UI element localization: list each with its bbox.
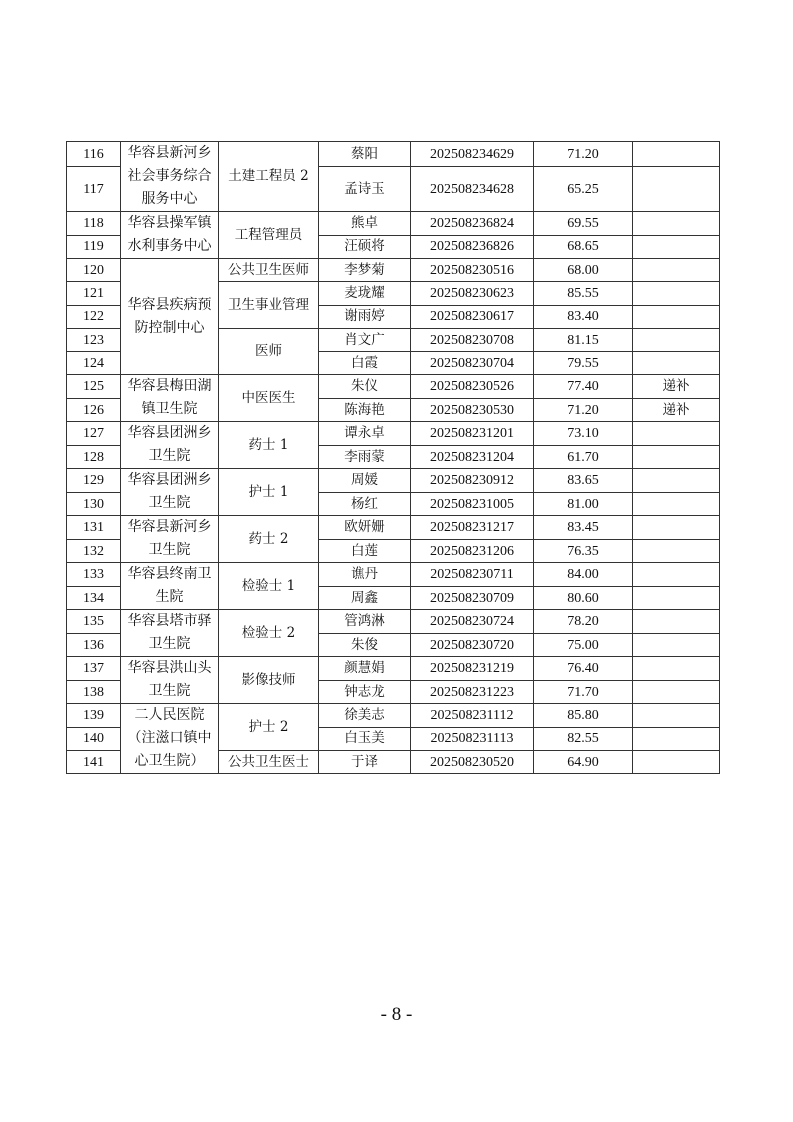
remark	[633, 704, 720, 727]
results-table	[66, 141, 720, 774]
row-number: 123	[67, 328, 121, 351]
candidate-name: 麦珑耀	[319, 282, 411, 305]
table-row	[67, 704, 720, 727]
candidate-name: 李梦菊	[319, 259, 411, 282]
exam-ticket-number: 202508231217	[411, 516, 534, 540]
table-row	[67, 610, 720, 634]
exam-ticket-number: 202508230912	[411, 469, 534, 493]
remark	[633, 586, 720, 610]
row-number: 116	[67, 142, 121, 167]
remark	[633, 235, 720, 259]
row-number: 129	[67, 469, 121, 493]
remark	[633, 352, 720, 375]
row-number: 141	[67, 751, 121, 774]
table-row	[67, 563, 720, 587]
remark: 递补	[633, 375, 720, 399]
table-row	[67, 422, 720, 446]
remark	[633, 282, 720, 305]
remark	[633, 212, 720, 236]
table-row	[67, 516, 720, 540]
total-score: 61.70	[534, 445, 633, 469]
exam-ticket-number: 202508230520	[411, 751, 534, 774]
exam-ticket-number: 202508236826	[411, 235, 534, 259]
total-score: 65.25	[534, 167, 633, 212]
candidate-name: 谯丹	[319, 563, 411, 587]
total-score: 64.90	[534, 751, 633, 774]
total-score: 85.55	[534, 282, 633, 305]
candidate-name: 谭永卓	[319, 422, 411, 446]
total-score: 82.55	[534, 727, 633, 750]
candidate-name: 蔡阳	[319, 142, 411, 167]
total-score: 71.20	[534, 142, 633, 167]
remark	[633, 657, 720, 681]
exam-ticket-number: 202508230704	[411, 352, 534, 375]
position-name: 卫生事业管理	[219, 282, 319, 329]
table-row	[67, 212, 720, 236]
exam-ticket-number: 202508230617	[411, 305, 534, 328]
employer-unit: 华容县团洲乡 卫生院	[121, 422, 219, 469]
table-row	[67, 375, 720, 399]
candidate-name: 陈海艳	[319, 398, 411, 422]
candidate-name: 周媛	[319, 469, 411, 493]
row-number: 120	[67, 259, 121, 282]
row-number: 128	[67, 445, 121, 469]
exam-ticket-number: 202508230708	[411, 328, 534, 351]
employer-unit: 华容县终南卫 生院	[121, 563, 219, 610]
table-row	[67, 142, 720, 167]
exam-ticket-number: 202508234629	[411, 142, 534, 167]
total-score: 79.55	[534, 352, 633, 375]
remark	[633, 633, 720, 657]
remark	[633, 492, 720, 516]
row-number: 133	[67, 563, 121, 587]
total-score: 78.20	[534, 610, 633, 634]
remark	[633, 751, 720, 774]
exam-ticket-number: 202508231005	[411, 492, 534, 516]
total-score: 76.40	[534, 657, 633, 681]
employer-unit: 华容县团洲乡 卫生院	[121, 469, 219, 516]
total-score: 69.55	[534, 212, 633, 236]
remark	[633, 563, 720, 587]
exam-ticket-number: 202508231204	[411, 445, 534, 469]
candidate-name: 朱俊	[319, 633, 411, 657]
row-number: 140	[67, 727, 121, 750]
exam-ticket-number: 202508231206	[411, 539, 534, 563]
total-score: 83.65	[534, 469, 633, 493]
employer-unit: 华容县新河乡 社会事务综合 服务中心	[121, 142, 219, 212]
row-number: 127	[67, 422, 121, 446]
remark	[633, 445, 720, 469]
position-name: 护士 2	[219, 704, 319, 751]
position-name: 影像技师	[219, 657, 319, 704]
employer-unit: 华容县塔市驿 卫生院	[121, 610, 219, 657]
total-score: 73.10	[534, 422, 633, 446]
candidate-name: 白玉美	[319, 727, 411, 750]
position-name: 公共卫生医师	[219, 259, 319, 282]
exam-ticket-number: 202508230711	[411, 563, 534, 587]
table-row	[67, 657, 720, 681]
total-score: 71.20	[534, 398, 633, 422]
exam-ticket-number: 202508236824	[411, 212, 534, 236]
remark	[633, 142, 720, 167]
total-score: 76.35	[534, 539, 633, 563]
candidate-name: 杨红	[319, 492, 411, 516]
position-name: 药士 1	[219, 422, 319, 469]
row-number: 136	[67, 633, 121, 657]
exam-ticket-number: 202508231219	[411, 657, 534, 681]
candidate-name: 钟志龙	[319, 680, 411, 704]
total-score: 84.00	[534, 563, 633, 587]
remark	[633, 259, 720, 282]
candidate-name: 白莲	[319, 539, 411, 563]
exam-ticket-number: 202508230720	[411, 633, 534, 657]
row-number: 138	[67, 680, 121, 704]
employer-unit: 华容县新河乡 卫生院	[121, 516, 219, 563]
candidate-name: 朱仪	[319, 375, 411, 399]
employer-unit: 华容县洪山头 卫生院	[121, 657, 219, 704]
row-number: 132	[67, 539, 121, 563]
exam-ticket-number: 202508230530	[411, 398, 534, 422]
remark	[633, 680, 720, 704]
total-score: 83.40	[534, 305, 633, 328]
candidate-name: 李雨蒙	[319, 445, 411, 469]
row-number: 121	[67, 282, 121, 305]
remark	[633, 328, 720, 351]
position-name: 护士 1	[219, 469, 319, 516]
employer-unit: 华容县操军镇 水利事务中心	[121, 212, 219, 259]
candidate-name: 颜慧娟	[319, 657, 411, 681]
employer-unit: 华容县疾病预 防控制中心	[121, 259, 219, 375]
table-row	[67, 259, 720, 282]
row-number: 119	[67, 235, 121, 259]
position-name: 中医医生	[219, 375, 319, 422]
row-number: 125	[67, 375, 121, 399]
remark	[633, 610, 720, 634]
remark	[633, 167, 720, 212]
remark	[633, 727, 720, 750]
row-number: 137	[67, 657, 121, 681]
row-number: 126	[67, 398, 121, 422]
total-score: 75.00	[534, 633, 633, 657]
table-row	[67, 469, 720, 493]
candidate-name: 于译	[319, 751, 411, 774]
position-name: 医师	[219, 328, 319, 375]
row-number: 118	[67, 212, 121, 236]
remark	[633, 469, 720, 493]
candidate-name: 白霞	[319, 352, 411, 375]
candidate-name: 周鑫	[319, 586, 411, 610]
row-number: 117	[67, 167, 121, 212]
total-score: 85.80	[534, 704, 633, 727]
candidate-name: 欧妍姗	[319, 516, 411, 540]
row-number: 135	[67, 610, 121, 634]
position-name: 土建工程员 2	[219, 142, 319, 212]
remark: 递补	[633, 398, 720, 422]
remark	[633, 516, 720, 540]
row-number: 130	[67, 492, 121, 516]
position-name: 检验士 1	[219, 563, 319, 610]
total-score: 77.40	[534, 375, 633, 399]
exam-ticket-number: 202508231113	[411, 727, 534, 750]
exam-ticket-number: 202508234628	[411, 167, 534, 212]
position-name: 检验士 2	[219, 610, 319, 657]
remark	[633, 305, 720, 328]
total-score: 81.15	[534, 328, 633, 351]
employer-unit: 二人民医院 （注滋口镇中 心卫生院）	[121, 704, 219, 774]
position-name: 公共卫生医士	[219, 751, 319, 774]
row-number: 131	[67, 516, 121, 540]
candidate-name: 孟诗玉	[319, 167, 411, 212]
remark	[633, 539, 720, 563]
employer-unit: 华容县梅田湖 镇卫生院	[121, 375, 219, 422]
candidate-name: 肖文广	[319, 328, 411, 351]
total-score: 68.65	[534, 235, 633, 259]
position-name: 工程管理员	[219, 212, 319, 259]
total-score: 81.00	[534, 492, 633, 516]
exam-ticket-number: 202508231201	[411, 422, 534, 446]
row-number: 139	[67, 704, 121, 727]
remark	[633, 422, 720, 446]
page-number: - 8 -	[380, 1004, 413, 1025]
row-number: 122	[67, 305, 121, 328]
position-name: 药士 2	[219, 516, 319, 563]
candidate-name: 徐美志	[319, 704, 411, 727]
candidate-name: 汪硕将	[319, 235, 411, 259]
exam-ticket-number: 202508230724	[411, 610, 534, 634]
exam-ticket-number: 202508230526	[411, 375, 534, 399]
total-score: 80.60	[534, 586, 633, 610]
exam-ticket-number: 202508231112	[411, 704, 534, 727]
exam-ticket-number: 202508231223	[411, 680, 534, 704]
candidate-name: 管鸿淋	[319, 610, 411, 634]
total-score: 68.00	[534, 259, 633, 282]
total-score: 83.45	[534, 516, 633, 540]
exam-ticket-number: 202508230623	[411, 282, 534, 305]
candidate-name: 谢雨婷	[319, 305, 411, 328]
candidate-name: 熊卓	[319, 212, 411, 236]
total-score: 71.70	[534, 680, 633, 704]
row-number: 124	[67, 352, 121, 375]
exam-ticket-number: 202508230709	[411, 586, 534, 610]
exam-ticket-number: 202508230516	[411, 259, 534, 282]
row-number: 134	[67, 586, 121, 610]
